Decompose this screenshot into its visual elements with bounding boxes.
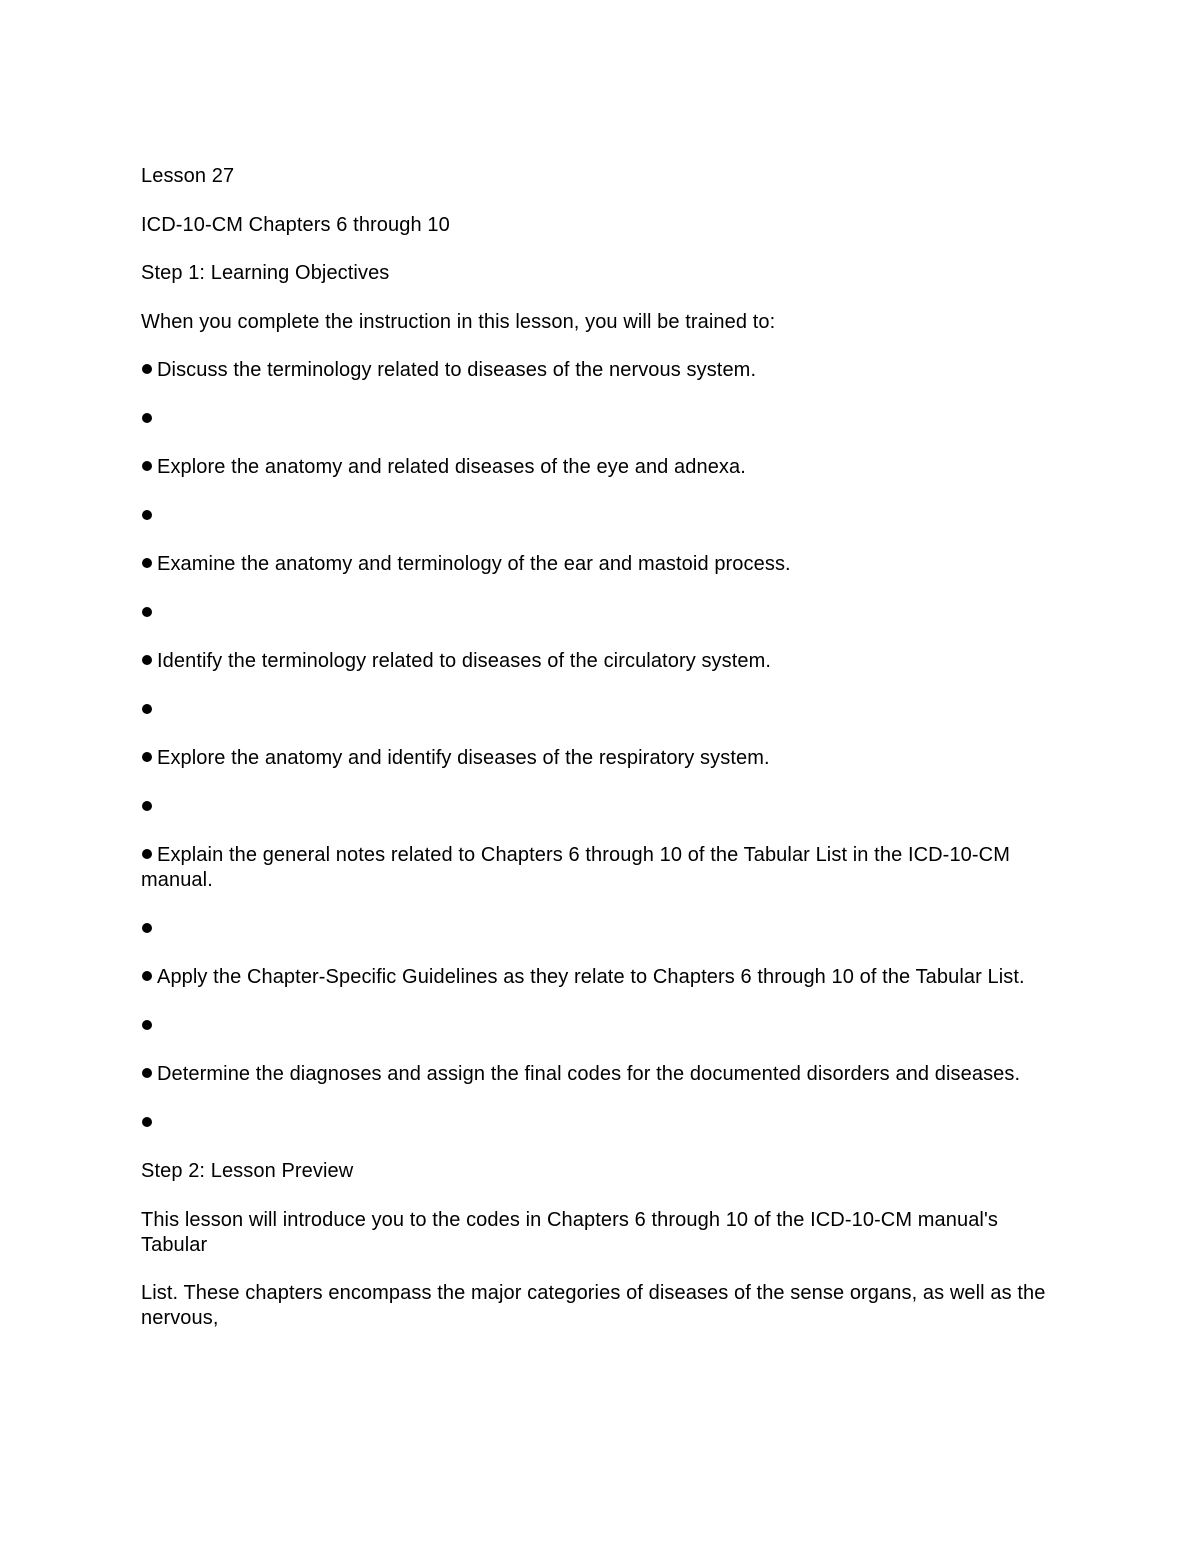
- bullet-icon: [142, 849, 152, 859]
- objective-text: Explore the anatomy and related diseases of the eye and adnexa.: [157, 456, 746, 478]
- list-item: [141, 455, 1061, 480]
- objective-text: Explore the anatomy and identify diseases of the respiratory system.: [157, 747, 770, 769]
- bullet-icon: [142, 1068, 152, 1078]
- objective-text: Identify the terminology related to diseases of the circulatory system.: [157, 650, 772, 672]
- bullet-icon: [142, 801, 152, 811]
- bullet-icon: [142, 558, 152, 568]
- bullet-icon: [142, 704, 152, 714]
- document-page: [141, 164, 1061, 1355]
- objective-text: Examine the anatomy and terminology of the ear and mastoid process.: [157, 553, 791, 575]
- objectives-list: [141, 358, 1061, 1136]
- lesson-title: ICD-10-CM Chapters 6 through 10: [141, 213, 450, 236]
- bullet-icon: [142, 364, 152, 374]
- list-item: [141, 552, 1061, 577]
- preview-paragraph-2: List. These chapters encompass the major categories of diseases of the sense organs, as well as the nervous,: [141, 1282, 1046, 1329]
- list-item: [141, 698, 1061, 723]
- list-item: [141, 746, 1061, 771]
- bullet-icon: [142, 461, 152, 471]
- bullet-icon: [142, 607, 152, 617]
- objective-text: Discuss the terminology related to diseases of the nervous system.: [157, 359, 757, 381]
- bullet-icon: [142, 655, 152, 665]
- objective-text: Determine the diagnoses and assign the final codes for the documented disorders and diseases.: [157, 1063, 1021, 1085]
- lesson-number: Lesson 27: [141, 165, 235, 187]
- list-item: [141, 358, 1061, 383]
- list-item: [141, 407, 1061, 432]
- list-item: [141, 649, 1061, 674]
- list-item: [141, 1014, 1061, 1039]
- step2-heading: Step 2: Lesson Preview: [141, 1160, 354, 1182]
- bullet-icon: [142, 1117, 152, 1127]
- objective-text: Explain the general notes related to Chapters 6 through 10 of the Tabular List in the ICD-10-CM manual.: [141, 844, 1010, 891]
- bullet-icon: [142, 1020, 152, 1030]
- objectives-intro: When you complete the instruction in this lesson, you will be trained to:: [141, 310, 776, 333]
- bullet-icon: [142, 413, 152, 423]
- step1-heading: Step 1: Learning Objectives: [141, 262, 390, 284]
- list-item: [141, 843, 1061, 893]
- bullet-icon: [142, 752, 152, 762]
- bullet-icon: [142, 923, 152, 933]
- bullet-icon: [142, 971, 152, 981]
- list-item: [141, 795, 1061, 820]
- list-item: [141, 965, 1061, 990]
- list-item: [141, 1111, 1061, 1136]
- objective-text: Apply the Chapter-Specific Guidelines as they relate to Chapters 6 through 10 of the Tabular List.: [157, 966, 1025, 988]
- list-item: [141, 917, 1061, 942]
- preview-paragraph-1: This lesson will introduce you to the codes in Chapters 6 through 10 of the ICD-10-CM manual's Tabular: [141, 1208, 998, 1256]
- list-item: [141, 601, 1061, 626]
- list-item: [141, 1062, 1061, 1087]
- list-item: [141, 504, 1061, 529]
- bullet-icon: [142, 510, 152, 520]
